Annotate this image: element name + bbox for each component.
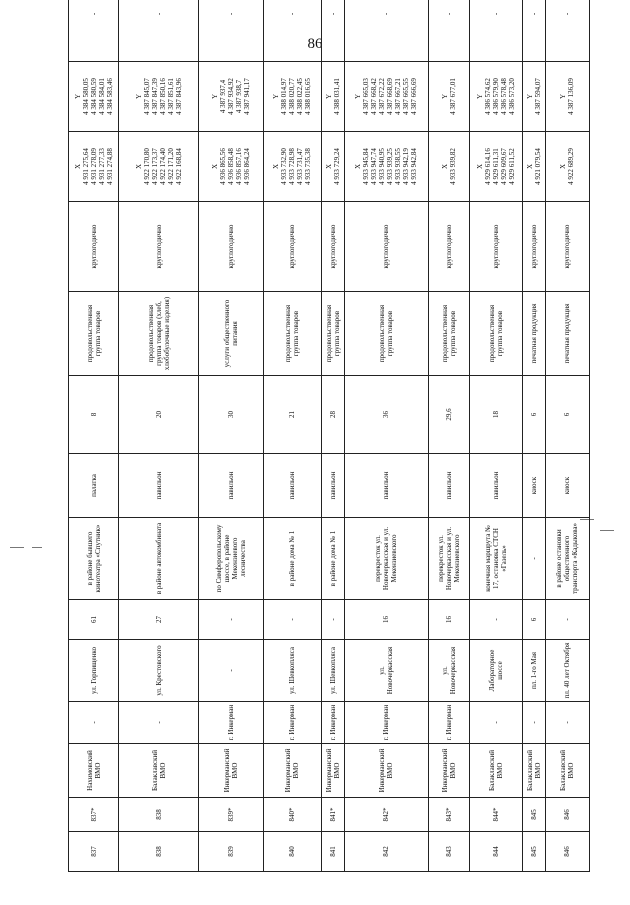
x-coordinate: X <box>73 163 82 170</box>
table-row <box>522 0 545 872</box>
x-coordinate: 4 931 278,09 <box>89 148 98 185</box>
house-number-cell: - <box>198 600 263 640</box>
y-coordinate: 4 387 667,21 <box>394 78 403 115</box>
y-coordinates-cell <box>428 62 470 132</box>
y-coordinate: 4 387 941,17 <box>242 78 251 115</box>
row-number-cell: 838 <box>119 832 199 872</box>
status-cell: - <box>470 0 522 62</box>
specialization-cell: продовольственная группа товаров <box>470 292 522 376</box>
district-cell: Нахимовский ВМО <box>69 744 119 798</box>
settlement-cell: г. Инкерман <box>263 702 321 744</box>
x-coordinate: 4 933 947,74 <box>370 148 379 185</box>
x-coordinate: X <box>525 163 534 170</box>
x-coordinate: 4 933 735,38 <box>304 148 313 185</box>
y-coordinate: Y <box>272 93 281 100</box>
y-coordinate: 4 387 672,22 <box>378 78 387 115</box>
x-coordinate: 4 922 168,84 <box>174 148 183 185</box>
area-cell: 6 <box>545 376 589 454</box>
landmark-cell: - <box>522 518 545 600</box>
table-row <box>545 0 589 872</box>
table-row <box>198 0 263 872</box>
status-cell: - <box>545 0 589 62</box>
table-row <box>470 0 522 872</box>
y-coordinate: 4 387 665,55 <box>402 78 411 115</box>
y-coordinates-cell <box>119 62 199 132</box>
y-coordinate: Y <box>525 93 534 100</box>
specialization-cell: продовольственная группа товаров <box>263 292 321 376</box>
settlement-cell: г. Инкерман <box>428 702 470 744</box>
x-coordinate: X <box>134 163 143 170</box>
house-number-cell: - <box>321 600 344 640</box>
object-type-cell: павильон <box>428 454 470 518</box>
y-coordinates-cell <box>321 62 344 132</box>
landmark-cell: перекресток ул. Новочеркасская и ул. Мекензиевского <box>344 518 428 600</box>
house-number-cell: 61 <box>69 600 119 640</box>
settlement-cell: - <box>545 702 589 744</box>
y-coordinate: 4 387 594,07 <box>533 78 542 115</box>
x-coordinate: 4 933 939,82 <box>448 148 457 185</box>
y-coordinate: 4 386 573,20 <box>508 78 517 115</box>
x-coordinate: 4 933 731,47 <box>296 148 305 185</box>
y-coordinate: 4 388 022,45 <box>296 78 305 115</box>
area-cell: 30 <box>198 376 263 454</box>
object-type-cell: киоск <box>545 454 589 518</box>
x-coordinates-cell <box>545 132 589 202</box>
area-cell: 20 <box>119 376 199 454</box>
x-coordinate: X <box>476 163 485 170</box>
specialization-cell: продовольственная группа товаров <box>428 292 470 376</box>
margin-dash <box>10 547 24 548</box>
operation-mode-cell: круглогодично <box>198 202 263 292</box>
operation-mode-cell: круглогодично <box>119 202 199 292</box>
status-cell: - <box>198 0 263 62</box>
y-coordinate: 4 388 031,41 <box>332 78 341 115</box>
y-coordinate: 4 387 668,69 <box>386 78 395 115</box>
y-coordinates-cell <box>198 62 263 132</box>
x-coordinates-cell <box>119 132 199 202</box>
district-cell: Инкерманский ВМО <box>263 744 321 798</box>
table-row <box>428 0 470 872</box>
street-cell: ул. Горпищенко <box>69 640 119 702</box>
y-coordinate: 4 384 583,46 <box>105 78 114 115</box>
y-coordinate: 4 387 850,16 <box>158 78 167 115</box>
house-number-cell: 16 <box>428 600 470 640</box>
x-coordinate: X <box>559 163 568 170</box>
margin-dash <box>600 530 614 531</box>
table-row <box>69 0 119 872</box>
street-cell: ул. Новочеркасская <box>344 640 428 702</box>
y-coordinate: 4 387 843,96 <box>174 78 183 115</box>
y-coordinate: 4 384 580,05 <box>81 78 90 115</box>
y-coordinate: 4 387 845,07 <box>142 78 151 115</box>
place-id-cell: 846 <box>545 798 589 832</box>
area-cell: 8 <box>69 376 119 454</box>
x-coordinate: X <box>272 163 281 170</box>
x-coordinate: X <box>354 163 363 170</box>
settlement-cell: - <box>522 702 545 744</box>
settlement-cell: г. Инкерман <box>344 702 428 744</box>
specialization-cell: услуги общественного питания <box>198 292 263 376</box>
margin-dash <box>32 547 42 548</box>
y-coordinate: Y <box>324 93 333 100</box>
y-coordinate: 4 387 851,61 <box>166 78 175 115</box>
place-id-cell: 841* <box>321 798 344 832</box>
district-cell: Балаклавский ВМО <box>522 744 545 798</box>
specialization-cell: продовольственная группа товаров (хлеб, хлебобулочные изделия) <box>119 292 199 376</box>
landmark-cell: по Симферопольскому шоссе, в районе Мекензиевого лесничества <box>198 518 263 600</box>
y-coordinate: 4 384 580,59 <box>89 78 98 115</box>
y-coordinate: 4 387 666,69 <box>410 78 419 115</box>
y-coordinates-cell <box>545 62 589 132</box>
y-coordinate: 4 388 016,65 <box>304 78 313 115</box>
y-coordinates-cell <box>344 62 428 132</box>
x-coordinates-cell <box>522 132 545 202</box>
row-number-cell: 846 <box>545 832 589 872</box>
area-cell: 18 <box>470 376 522 454</box>
operation-mode-cell: круглогодично <box>470 202 522 292</box>
specialization-cell: печатная продукция <box>522 292 545 376</box>
house-number-cell: - <box>545 600 589 640</box>
operation-mode-cell: круглогодично <box>428 202 470 292</box>
x-coordinate: 4 936 864,24 <box>242 148 251 185</box>
district-cell: Инкерманский ВМО <box>321 744 344 798</box>
object-type-cell: павильон <box>119 454 199 518</box>
rotated-table-container <box>68 12 590 872</box>
area-cell: 36 <box>344 376 428 454</box>
operation-mode-cell: круглогодично <box>344 202 428 292</box>
y-coordinate: 4 386 578,48 <box>500 78 509 115</box>
place-id-cell: 839* <box>198 798 263 832</box>
x-coordinate: 4 933 945,84 <box>362 148 371 185</box>
row-number-cell: 839 <box>198 832 263 872</box>
street-cell: ул. Крестовского <box>119 640 199 702</box>
x-coordinate: X <box>324 163 333 170</box>
y-coordinate: 4 388 020,77 <box>288 78 297 115</box>
y-coordinate: 4 387 677,01 <box>448 78 457 115</box>
row-number-cell: 844 <box>470 832 522 872</box>
row-number-cell: 843 <box>428 832 470 872</box>
district-cell: Балаклавский ВМО <box>545 744 589 798</box>
place-id-cell: 840* <box>263 798 321 832</box>
district-cell: Инкерманский ВМО <box>428 744 470 798</box>
x-coordinates-cell <box>69 132 119 202</box>
place-id-cell: 837* <box>69 798 119 832</box>
x-coordinate: 4 929 611,52 <box>508 148 517 185</box>
x-coordinate: 4 922 170,80 <box>142 148 151 185</box>
x-coordinate: 4 933 728,98 <box>288 148 297 185</box>
x-coordinate: X <box>210 163 219 170</box>
district-cell: Инкерманский ВМО <box>344 744 428 798</box>
x-coordinate: 4 933 938,55 <box>394 148 403 185</box>
landmark-cell: конечная маршрута № 17, остановка СТСН «Газель» <box>470 518 522 600</box>
y-coordinate: Y <box>559 93 568 100</box>
status-cell: - <box>69 0 119 62</box>
y-coordinate: 4 387 847,39 <box>150 78 159 115</box>
x-coordinate: 4 931 274,88 <box>105 148 114 185</box>
x-coordinates-cell <box>263 132 321 202</box>
house-number-cell: 6 <box>522 600 545 640</box>
object-type-cell: павильон <box>470 454 522 518</box>
operation-mode-cell: круглогодично <box>321 202 344 292</box>
y-coordinate: 4 387 938,7 <box>234 79 243 114</box>
object-type-cell: палатка <box>69 454 119 518</box>
x-coordinate: 4 933 939,25 <box>386 148 395 185</box>
status-cell: - <box>428 0 470 62</box>
y-coordinate: 4 387 136,09 <box>567 78 576 115</box>
x-coordinate: 4 933 940,95 <box>378 148 387 185</box>
x-coordinate: 4 922 171,20 <box>166 148 175 185</box>
table-row <box>119 0 199 872</box>
landmark-cell: в районе дома № 1 <box>263 518 321 600</box>
table-row <box>321 0 344 872</box>
house-number-cell: - <box>470 600 522 640</box>
place-id-cell: 843* <box>428 798 470 832</box>
area-cell: 28 <box>321 376 344 454</box>
x-coordinate: 4 936 857,16 <box>234 148 243 185</box>
operation-mode-cell: круглогодично <box>545 202 589 292</box>
settlement-cell: г. Инкерман <box>321 702 344 744</box>
object-type-cell: павильон <box>321 454 344 518</box>
specialization-cell: печатная продукция <box>545 292 589 376</box>
specialization-cell: продовольственная группа товаров <box>344 292 428 376</box>
x-coordinates-cell <box>198 132 263 202</box>
settlement-cell: г. Инкерман <box>198 702 263 744</box>
street-cell: ул. Шевкопляса <box>263 640 321 702</box>
row-number-cell: 845 <box>522 832 545 872</box>
settlement-cell: - <box>119 702 199 744</box>
y-coordinate: Y <box>354 93 363 100</box>
x-coordinate: 4 933 942,84 <box>410 148 419 185</box>
y-coordinate: 4 387 934,92 <box>226 78 235 115</box>
x-coordinate: 4 931 275,64 <box>81 148 90 185</box>
x-coordinate: 4 933 729,24 <box>332 148 341 185</box>
x-coordinates-cell <box>470 132 522 202</box>
status-cell: - <box>119 0 199 62</box>
y-coordinate: 4 387 668,42 <box>370 78 379 115</box>
street-cell: пл. 40 лет Октября <box>545 640 589 702</box>
district-cell: Балаклавский ВМО <box>119 744 199 798</box>
x-coordinates-cell <box>321 132 344 202</box>
x-coordinate: X <box>440 163 449 170</box>
operation-mode-cell: круглогодично <box>263 202 321 292</box>
landmark-cell: в районе бывшего кинотеатра «Спутник» <box>69 518 119 600</box>
x-coordinate: 4 931 277,33 <box>97 148 106 185</box>
object-type-cell: киоск <box>522 454 545 518</box>
district-cell: Балаклавский ВМО <box>470 744 522 798</box>
y-coordinate: Y <box>210 93 219 100</box>
area-cell: 29,6 <box>428 376 470 454</box>
street-cell: - <box>198 640 263 702</box>
status-cell: - <box>344 0 428 62</box>
district-cell: Инкерманский ВМО <box>198 744 263 798</box>
x-coordinate: 4 921 079,54 <box>533 148 542 185</box>
object-type-cell: павильон <box>198 454 263 518</box>
y-coordinate: 4 388 014,97 <box>280 78 289 115</box>
row-number-cell: 842 <box>344 832 428 872</box>
x-coordinate: 4 922 173,37 <box>150 148 159 185</box>
status-cell: - <box>522 0 545 62</box>
x-coordinate: 4 929 609,67 <box>500 148 509 185</box>
specialization-cell: продовольственная группа товаров <box>321 292 344 376</box>
place-id-cell: 845 <box>522 798 545 832</box>
house-number-cell: - <box>263 600 321 640</box>
registry-table <box>68 0 590 872</box>
x-coordinate: 4 936 858,48 <box>226 148 235 185</box>
y-coordinates-cell <box>470 62 522 132</box>
y-coordinate: Y <box>476 93 485 100</box>
settlement-cell: - <box>470 702 522 744</box>
x-coordinates-cell <box>428 132 470 202</box>
x-coordinate: 4 933 732,90 <box>280 148 289 185</box>
operation-mode-cell: круглогодично <box>69 202 119 292</box>
house-number-cell: 27 <box>119 600 199 640</box>
x-coordinate: 4 922 174,40 <box>158 148 167 185</box>
x-coordinate: 4 922 689,29 <box>567 148 576 185</box>
street-cell: ул. Шевкопляса <box>321 640 344 702</box>
y-coordinate: 4 384 584,01 <box>97 78 106 115</box>
house-number-cell: 16 <box>344 600 428 640</box>
y-coordinates-cell <box>522 62 545 132</box>
status-cell: - <box>321 0 344 62</box>
x-coordinate: 4 936 865,56 <box>218 148 227 185</box>
row-number-cell: 840 <box>263 832 321 872</box>
y-coordinates-cell <box>263 62 321 132</box>
y-coordinate: 4 387 937,4 <box>218 79 227 114</box>
area-cell: 21 <box>263 376 321 454</box>
y-coordinate: Y <box>440 93 449 100</box>
place-id-cell: 842* <box>344 798 428 832</box>
y-coordinate: Y <box>134 93 143 100</box>
y-coordinate: 4 387 665,03 <box>362 78 371 115</box>
object-type-cell: павильон <box>344 454 428 518</box>
x-coordinate: 4 929 614,16 <box>484 148 493 185</box>
x-coordinate: 4 933 942,19 <box>402 148 411 185</box>
place-id-cell: 844* <box>470 798 522 832</box>
settlement-cell: - <box>69 702 119 744</box>
street-cell: пл. 1-го Мая <box>522 640 545 702</box>
row-number-cell: 841 <box>321 832 344 872</box>
x-coordinate: 4 929 611,31 <box>492 148 501 185</box>
y-coordinates-cell <box>69 62 119 132</box>
page-number: 86 <box>307 36 323 52</box>
row-number-cell: 837 <box>69 832 119 872</box>
y-coordinate: 4 386 574,62 <box>484 78 493 115</box>
landmark-cell: перекресток ул. Новочеркасская и ул. Мекензиевского <box>428 518 470 600</box>
specialization-cell: продовольственная группа товаров <box>69 292 119 376</box>
landmark-cell: в районе остановки общественного транспорта «Кадыкова» <box>545 518 589 600</box>
x-coordinates-cell <box>344 132 428 202</box>
area-cell: 6 <box>522 376 545 454</box>
status-cell: - <box>263 0 321 62</box>
y-coordinate: 4 386 579,90 <box>492 78 501 115</box>
table-row <box>344 0 428 872</box>
street-cell: ул. Новочеркасская <box>428 640 470 702</box>
object-type-cell: павильон <box>263 454 321 518</box>
landmark-cell: в районе автокомбината <box>119 518 199 600</box>
street-cell: Лабораторное шоссе <box>470 640 522 702</box>
place-id-cell: 838 <box>119 798 199 832</box>
landmark-cell: в районе дома № 1 <box>321 518 344 600</box>
y-coordinate: Y <box>73 93 82 100</box>
table-row <box>263 0 321 872</box>
operation-mode-cell: круглогодично <box>522 202 545 292</box>
